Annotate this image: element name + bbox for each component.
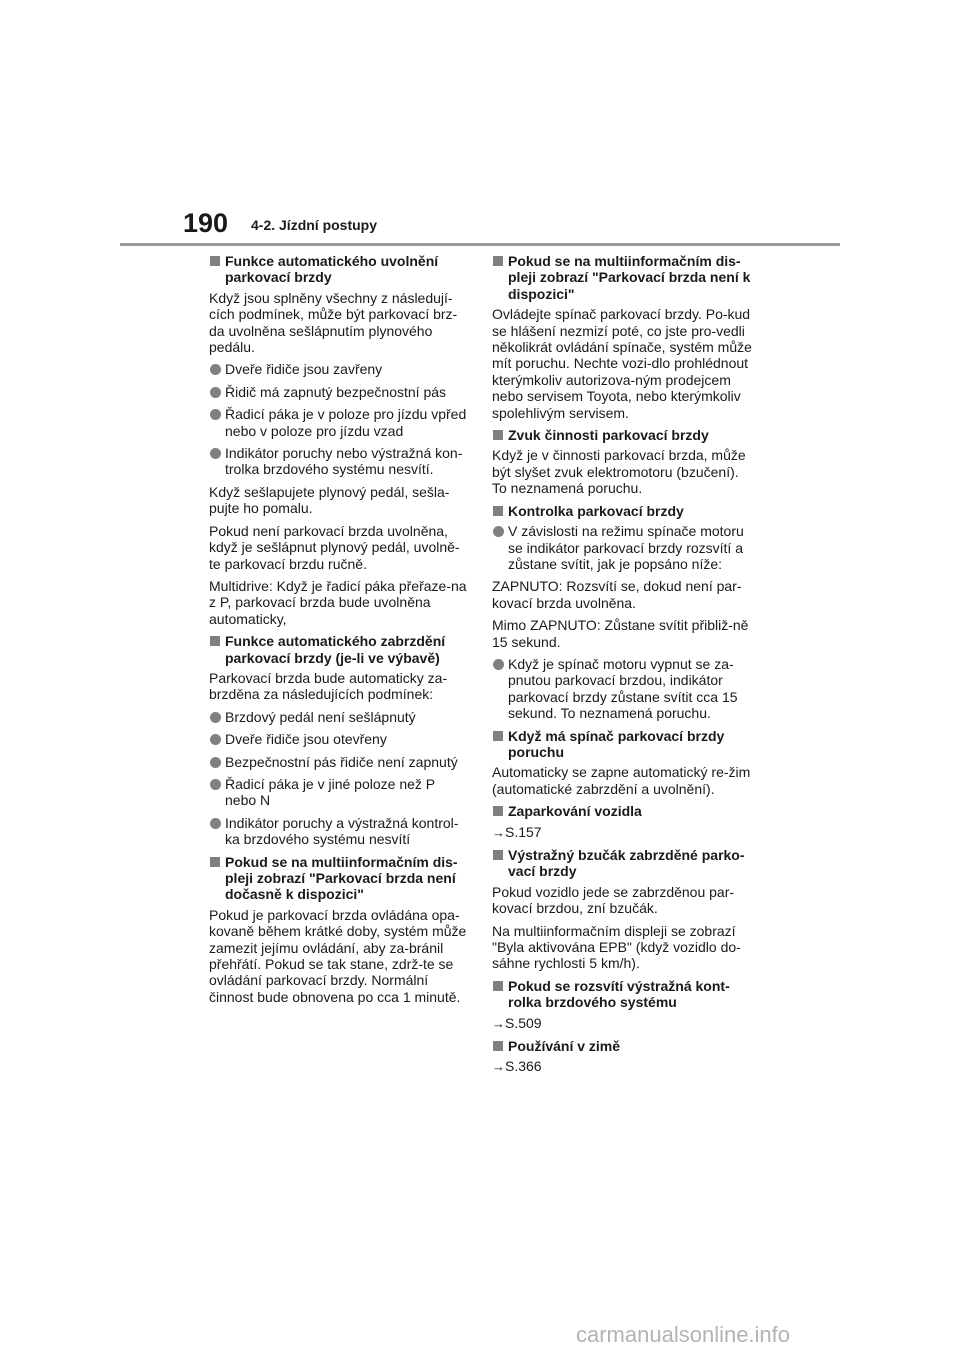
bullet-item: Dveře řidiče jsou zavřeny	[209, 361, 467, 377]
heading-winter-use: Používání v zimě	[492, 1038, 754, 1054]
heading-warning-buzzer: Výstražný bzučák zabrzděné parko-vací brzdy	[492, 847, 754, 880]
paragraph: Pokud vozidlo jede se zabrzděnou par-kovací brzdou, zní bzučák.	[492, 883, 735, 917]
circle-bullet-icon	[210, 364, 221, 375]
circle-bullet-icon	[210, 734, 221, 745]
circle-bullet-icon	[493, 659, 504, 670]
paragraph: Pokud je parkovací brzda ovládána opa-kovaně během krátké doby, systém může zamezit jejímu ovládání, aby za-bránil přehřátí. Pokud se tak stane, zdrž-te se ovládání parkovací brzdy. Normální činnost bude obnovena po cca 1 minutě.	[209, 906, 467, 1005]
square-bullet-icon	[210, 256, 220, 266]
heading-unavailable: Pokud se na multiinformačním dis-pleji zobrazí "Parkovací brzda není k dispozici"	[492, 253, 754, 302]
paragraph: Pokud není parkovací brzda uvolněna, když je sešlápnut plynový pedál, uvolně-te parkovací brzdu ručně.	[209, 522, 460, 572]
paragraph: Parkovací brzda bude automaticky za-brzděna za následujících podmínek:	[209, 669, 448, 703]
paragraph: Když jsou splněny všechny z následují-cích podmínek, může být parkovací brz-da uvolněna sešlápnutím plynového pedálu.	[209, 289, 458, 356]
square-bullet-icon	[210, 857, 220, 867]
square-bullet-icon	[493, 430, 503, 440]
heading-switch-malfunction: Když má spínač parkovací brzdy poruchu	[492, 728, 754, 761]
paragraph: Když sešlapujete plynový pedál, sešla-pujte ho pomalu.	[209, 483, 450, 517]
bullet-item: Dveře řidiče jsou otevřeny	[209, 731, 467, 747]
square-bullet-icon	[493, 256, 503, 266]
square-bullet-icon	[493, 806, 503, 816]
paragraph: Ovládejte spínač parkovací brzdy. Po-kud se hlášení nezmizí poté, co jste pro-vedli několikrát ovládání spínače, systém může mít poruchu. Nechte vozi-dlo prohlédnout kterýmkoliv autorizova-ným prodejcem nebo servisem Toyota, nebo kterýmkoliv spolehlivým servisem.	[492, 306, 752, 421]
arrow-right-icon: →	[492, 1059, 505, 1075]
arrow-right-icon: →	[492, 1015, 505, 1031]
square-bullet-icon	[493, 1041, 503, 1051]
heading-indicator-light: Kontrolka parkovací brzdy	[492, 503, 754, 519]
bullet-item: V závislosti na režimu spínače motoru se indikátor parkovací brzdy rozsvítí a zůstane svítit, jak je popsáno níže:	[492, 523, 754, 572]
square-bullet-icon	[493, 850, 503, 860]
watermark: carmanualsonline.info	[576, 1322, 791, 1347]
header-divider	[120, 243, 840, 246]
bullet-item: Když je spínač motoru vypnut se za-pnutou parkovací brzdou, indikátor parkovací brzdy zůstane svítit cca 15 sekund. To neznamená poruchu.	[492, 656, 754, 722]
heading-temporarily-unavailable: Pokud se na multiinformačním dis-pleji zobrazí "Parkovací brzda není dočasně k dispozici"	[209, 854, 467, 903]
bullet-item: Řadicí páka je v jiné poloze než P nebo N	[209, 776, 467, 809]
circle-bullet-icon	[210, 779, 221, 790]
page-reference-link[interactable]: →S.509	[492, 1014, 542, 1031]
page-reference-link[interactable]: →S.157	[492, 823, 542, 840]
paragraph: Multidrive: Když je řadicí páka přeřaze-na z P, parkovací brzda bude uvolněna automaticky,	[209, 577, 467, 627]
right-column	[492, 253, 754, 1082]
circle-bullet-icon	[493, 526, 504, 537]
paragraph: Když je v činnosti parkovací brzda, může být slyšet zvuk elektromotoru (bzučení). To neznamená poruchu.	[492, 447, 746, 497]
circle-bullet-icon	[210, 818, 221, 829]
paragraph: Automaticky se zapne automatický re-žim (automatické zabrzdění a uvolnění).	[492, 764, 751, 797]
paragraph: Na multiinformačním displeji se zobrazí "Byla aktivována EPB" (když vozidlo do-sáhne rychlosti 5 km/h).	[492, 922, 741, 972]
circle-bullet-icon	[210, 757, 221, 768]
bullet-item: Indikátor poruchy a výstražná kontrol-ka brzdového systému nesvítí	[209, 815, 467, 848]
square-bullet-icon	[493, 981, 503, 991]
page-reference-link[interactable]: →S.366	[492, 1058, 542, 1075]
section-title: 4-2. Jízdní postupy	[251, 217, 378, 233]
bullet-item: Řidič má zapnutý bezpečnostní pás	[209, 384, 467, 400]
square-bullet-icon	[493, 731, 503, 741]
heading-parking: Zaparkování vozidla	[492, 803, 754, 819]
heading-auto-apply: Funkce automatického zabrzdění parkovací brzdy (je-li ve výbavě)	[209, 633, 467, 666]
arrow-right-icon: →	[492, 824, 505, 840]
square-bullet-icon	[493, 506, 503, 516]
heading-auto-release: Funkce automatického uvolnění parkovací brzdy	[209, 253, 467, 286]
bullet-item: Řadicí páka je v poloze pro jízdu vpřed nebo v poloze pro jízdu vzad	[209, 406, 467, 439]
circle-bullet-icon	[210, 448, 221, 459]
circle-bullet-icon	[210, 712, 221, 723]
circle-bullet-icon	[210, 409, 221, 420]
bullet-item: Indikátor poruchy nebo výstražná kon-trolka brzdového systému nesvítí.	[209, 445, 467, 478]
heading-brake-warning-light: Pokud se rozsvítí výstražná kont-rolka brzdového systému	[492, 978, 754, 1011]
heading-operation-sound: Zvuk činnosti parkovací brzdy	[492, 427, 754, 443]
left-column	[209, 253, 467, 1011]
page-number: 190	[183, 208, 229, 238]
square-bullet-icon	[210, 636, 220, 646]
circle-bullet-icon	[210, 387, 221, 398]
paragraph: Mimo ZAPNUTO: Zůstane svítit přibliž-ně 15 sekund.	[492, 617, 749, 650]
bullet-item: Bezpečnostní pás řidiče není zapnutý	[209, 754, 467, 770]
paragraph: ZAPNUTO: Rozsvítí se, dokud není par-kovací brzda uvolněna.	[492, 578, 742, 611]
bullet-item: Brzdový pedál není sešlápnutý	[209, 709, 467, 725]
